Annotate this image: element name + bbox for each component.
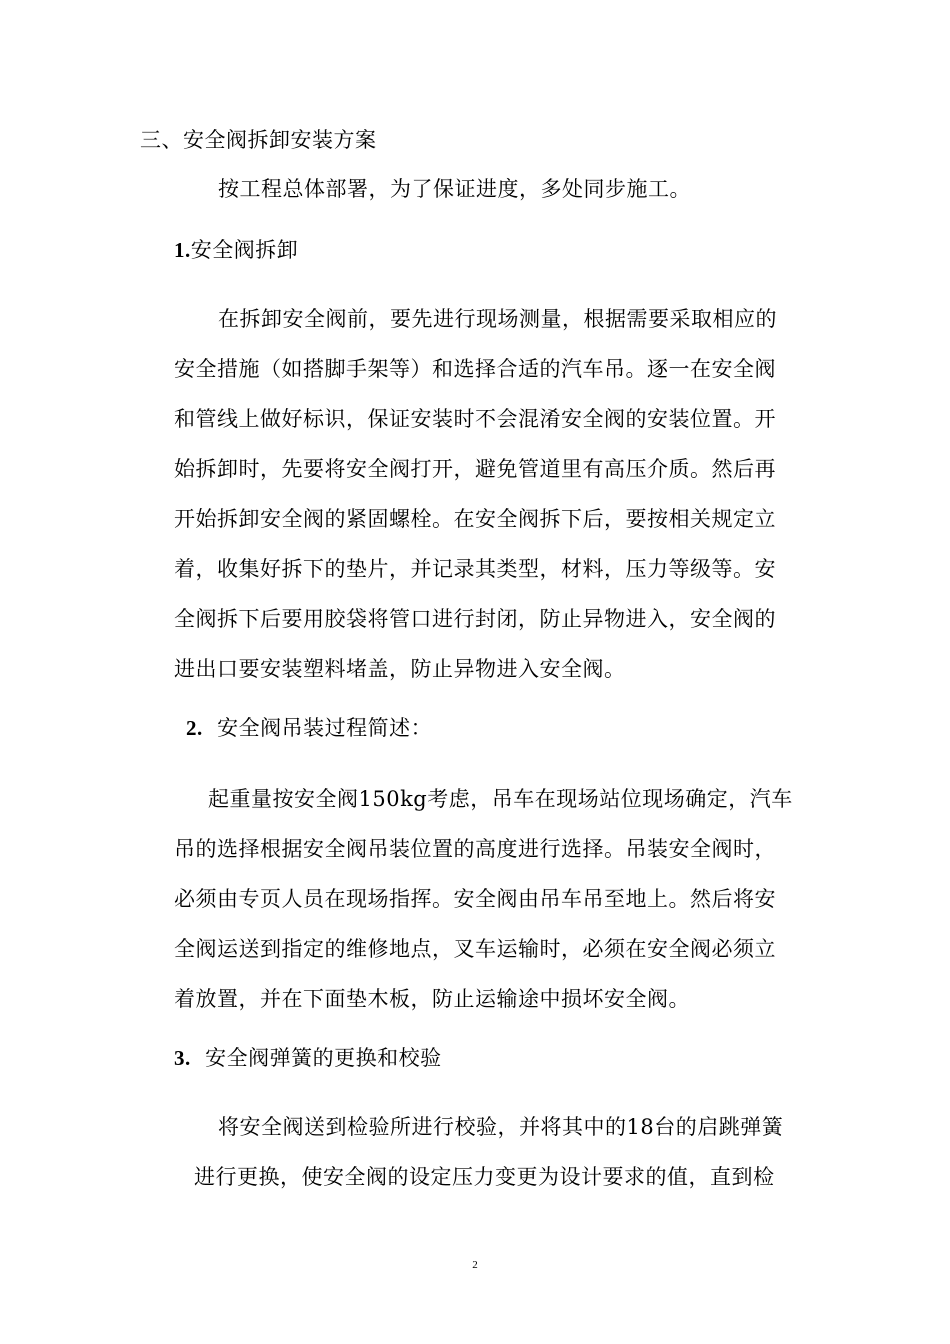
heading-1-number: 1. (174, 238, 191, 262)
section-title: 三、安全阀拆卸安装方案 (140, 128, 377, 152)
s2-line: 吊的选择根据安全阀吊装位置的高度进行选择。吊装安全阀时， (174, 837, 776, 861)
heading-3 (174, 1044, 442, 1072)
s2-line: 必须由专页人员在现场指挥。安全阀由吊车吊至地上。然后将安 (174, 887, 776, 911)
s3-line: 进行更换，使安全阀的设定压力变更为设计要求的值，直到检 (194, 1165, 775, 1189)
heading-1 (174, 236, 298, 264)
s2-line: 起重量按安全阀150kg考虑，吊车在现场站位现场确定，汽车 (208, 787, 793, 811)
s1-line: 全阀拆下后要用胶袋将管口进行封闭，防止异物进入，安全阀的 (174, 607, 776, 631)
heading-1-title: 安全阀拆卸 (190, 238, 299, 262)
intro-paragraph: 按工程总体部署，为了保证进度，多处同步施工。 (218, 177, 691, 201)
s1-line: 着，收集好拆下的垫片，并记录其类型，材料，压力等级等。安 (174, 557, 776, 581)
heading-2 (186, 714, 432, 742)
s2-line: 全阀运送到指定的维修地点，叉车运输时，必须在安全阀必须立 (174, 937, 776, 961)
heading-3-title: 安全阀弹簧的更换和校验 (205, 1046, 442, 1070)
s1-line: 始拆卸时，先要将安全阀打开，避免管道里有高压介质。然后再 (174, 457, 776, 481)
s1-line: 在拆卸安全阀前，要先进行现场测量，根据需要采取相应的 (218, 307, 777, 331)
s1-line: 开始拆卸安全阀的紧固螺栓。在安全阀拆下后，要按相关规定立 (174, 507, 776, 531)
s2-line: 着放置，并在下面垫木板，防止运输途中损坏安全阀。 (174, 987, 690, 1011)
heading-3-number: 3. (174, 1046, 191, 1070)
heading-2-number: 2. (186, 716, 203, 740)
heading-2-title: 安全阀吊装过程简述： (217, 716, 433, 740)
page-number: 2 (472, 1259, 478, 1271)
s1-line: 安全措施（如搭脚手架等）和选择合适的汽车吊。逐一在安全阀 (174, 357, 776, 381)
s3-line: 将安全阀送到检验所进行校验，并将其中的18台的启跳弹簧 (218, 1115, 784, 1139)
s1-line: 和管线上做好标识，保证安装时不会混淆安全阀的安装位置。开 (174, 407, 776, 431)
s1-line: 进出口要安装塑料堵盖，防止异物进入安全阀。 (174, 657, 626, 681)
